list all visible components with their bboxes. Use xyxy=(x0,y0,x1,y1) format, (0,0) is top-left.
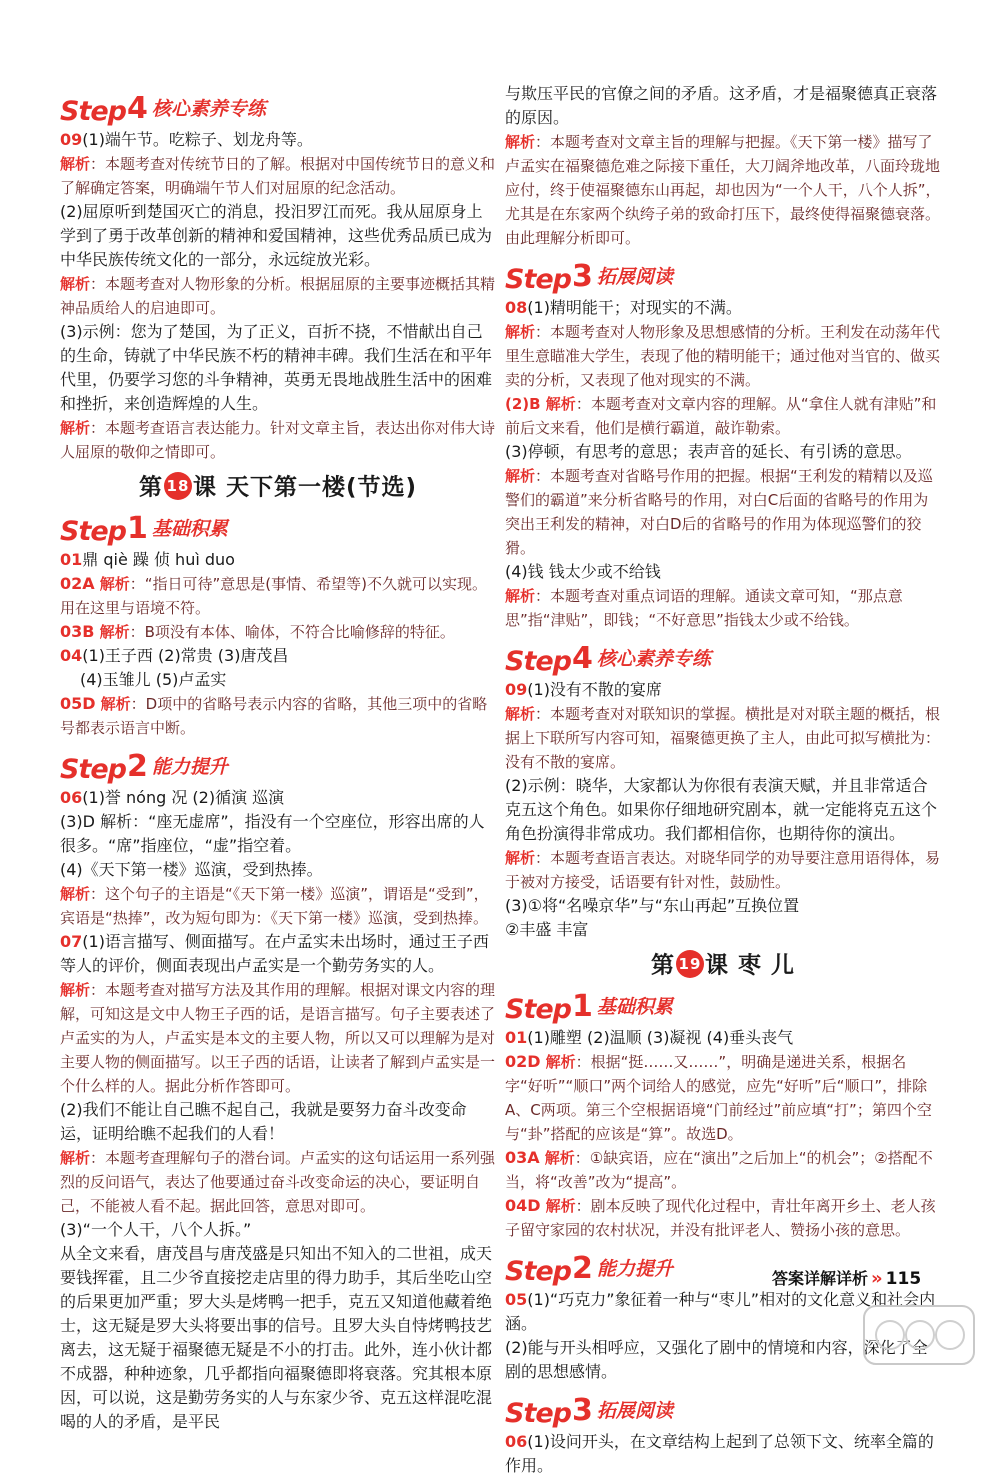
question-number: 09 xyxy=(505,680,528,699)
question-item xyxy=(60,930,496,978)
explanation-tag: 解析 xyxy=(505,467,536,485)
lesson-prefix: 第 xyxy=(650,952,675,979)
explanation-block xyxy=(60,882,496,930)
step-header xyxy=(505,986,941,1025)
question-item xyxy=(505,678,941,702)
question-item xyxy=(505,296,941,320)
question-number: 04 xyxy=(505,1196,528,1215)
explanation-tag: 解析 xyxy=(505,849,536,867)
answer-paragraph: (2)屈原听到楚国灭亡的消息，投汨罗江而死。我从屈原身上学到了勇于改革创新的精神和爱国精神，这些优秀品质已成为中华民族传统文化的一部分，永远绽放光彩。 xyxy=(60,202,493,269)
step-title: 基础积累 xyxy=(596,996,673,1018)
answer-letter: D xyxy=(82,694,96,713)
explanation-text: ：①缺宾语，应在“演出”之后加上“的机会”；②搭配不当，将“改善”改为“提高”。 xyxy=(505,1149,933,1191)
explanation-text: ：本题考查对重点词语的理解。通读文章可知，“那点意思”指“津贴”，即钱；“不好意思”指钱太少或不给钱。 xyxy=(505,587,903,629)
explanation-block xyxy=(505,130,941,250)
step-title: 核心素养专练 xyxy=(151,98,266,120)
question-number: 03 xyxy=(60,622,83,641)
step-title: 拓展阅读 xyxy=(596,1400,673,1422)
question-item xyxy=(505,1194,941,1242)
answer-text: (1)精明能干；对现实的不满。 xyxy=(527,298,742,317)
step-number: 4 xyxy=(127,91,148,126)
answer-text: (1)雕塑 (2)温顺 (3)凝视 (4)垂头丧气 xyxy=(527,1028,794,1047)
double-chevron-icon: » xyxy=(871,1268,883,1289)
step-number: 3 xyxy=(572,1393,593,1428)
step-title: 基础积累 xyxy=(151,518,228,540)
explanation-tag: 解析 xyxy=(505,323,536,341)
answer-paragraph: (2)能与开头相呼应，又强化了剧中的情境和内容，深化了全剧的思想感情。 xyxy=(505,1338,928,1381)
answer-letter: D xyxy=(527,1052,541,1071)
answer-paragraph: (4)钱 钱太少或不给钱 xyxy=(505,562,661,581)
step-title: 能力提升 xyxy=(596,1258,673,1280)
explanation-tag: 解析 xyxy=(545,1053,576,1071)
step-word: Step xyxy=(505,646,571,677)
explanation-block xyxy=(505,702,941,774)
step-word: Step xyxy=(60,516,126,547)
step-number: 3 xyxy=(572,259,593,294)
step-number: 2 xyxy=(127,749,148,784)
explanation-block xyxy=(60,1146,496,1218)
question-item xyxy=(505,1050,941,1146)
answer-paragraph: 与欺压平民的官僚之间的矛盾。这矛盾，才是福聚德真正衰落的原因。 xyxy=(505,84,938,127)
step-header xyxy=(60,746,496,785)
explanation-tag: (2)B 解析 xyxy=(505,395,576,413)
lesson-prefix: 第 xyxy=(138,474,163,501)
question-number: 06 xyxy=(505,1432,528,1451)
question-item xyxy=(60,644,496,668)
answer-line: (4)玉雏儿 (5)卢孟实 xyxy=(80,670,227,689)
lesson-title xyxy=(505,952,941,980)
answer-paragraph: (3)停顿，有思考的意思；表声音的延长、有引诱的意思。 xyxy=(505,442,912,461)
answer-text: (1)“巧克力”象征着一种与“枣儿”相对的文化意义和社会内涵。 xyxy=(505,1290,936,1333)
answer-paragraph: (3)示例：您为了楚国，为了正义，百折不挠，不惜献出自己的生命，铸就了中华民族不朽的精神丰碑。我们生活在和平年代里，仍要学习您的斗争精神，英勇无畏地战胜生活中的困难和挫折，来创造辉煌的人生。 xyxy=(60,322,493,413)
explanation-text: ：这个句子的主语是“《天下第一楼》巡演”，谓语是“受到”，宾语是“热捧”，改为短句即为：《天下第一楼》巡演，受到热捧。 xyxy=(60,885,489,927)
question-number: 09 xyxy=(60,130,83,149)
explanation-text: ：本题考查对对联知识的掌握。横批是对对联主题的概括，根据上下联所写内容可知，福聚德更换了主人，由此可拟写横批为：没有不散的宴席。 xyxy=(505,705,941,771)
step-title: 拓展阅读 xyxy=(596,266,673,288)
answer-paragraph: (3)“一个人干，八个人拆。” xyxy=(60,1220,252,1239)
explanation-tag: 解析 xyxy=(505,705,536,723)
explanation xyxy=(505,1053,932,1143)
explanation-text: ：本题考查对人物形象及思想感情的分析。王利发在动荡年代里生意瞄准大学生，表现了他的精明能干；通过他对当官的、做买卖的分析，又表现了他对现实的不满。 xyxy=(505,323,941,389)
answer-paragraph: ②丰盛 丰富 xyxy=(505,920,589,939)
step-title: 能力提升 xyxy=(151,756,228,778)
explanation-tag: 解析 xyxy=(60,981,91,999)
explanation-text: ：本题考查对文章内容的理解。从“拿住人就有津贴”和前后文来看，他们是横行霸道，敲诈勒索。 xyxy=(505,395,937,437)
question-number: 02 xyxy=(60,574,83,593)
question-item xyxy=(60,128,496,152)
answer-paragraph: (2)示例：晓华，大家都认为你很有表演天赋，并且非常适合克五这个角色。如果你仔细地研究剧本，就一定能将克五这个角色扮演得非常成功。我们都相信你，也期待你的演出。 xyxy=(505,776,938,843)
question-number: 04 xyxy=(60,646,83,665)
explanation-block xyxy=(505,464,941,560)
step-word: Step xyxy=(505,1398,571,1429)
answer-text: (1)设问开头，在文章结构上起到了总领下文、统率全篇的作用。 xyxy=(505,1432,934,1475)
explanation-block xyxy=(505,846,941,894)
question-number: 02 xyxy=(505,1052,528,1071)
explanation-tag: 解析 xyxy=(60,155,91,173)
question-number: 01 xyxy=(505,1028,528,1047)
footer-label: 答案详解详析 xyxy=(772,1269,869,1288)
step-number: 2 xyxy=(572,1251,593,1286)
explanation-block xyxy=(60,272,496,320)
answer-paragraph: (4)《天下第一楼》巡演，受到热捧。 xyxy=(60,860,323,879)
answer-text: 鼎 qiè 躁 侦 huì duo xyxy=(82,550,235,569)
left-column xyxy=(60,82,496,1434)
step-word: Step xyxy=(60,754,126,785)
explanation-tag: 解析 xyxy=(60,419,91,437)
explanation-tag: 解析 xyxy=(60,1149,91,1167)
lesson-name: 课 枣 儿 xyxy=(704,952,795,979)
question-number: 03 xyxy=(505,1148,528,1167)
answer-paragraph: 从全文来看，唐茂昌与唐茂盛是只知出不知入的二世祖，成天要钱挥霍，且二少爷直接挖走店里的得力助手，其后坐吃山空的后果更加严重；罗大头是烤鸭一把手，克五又知道他藏着绝士，这无疑是罗大头将要出事的信号。且罗大头自恃烤鸭技艺离去，这无疑于福聚德无疑是不小的打击。此外，连小伙计都不成器，种种迹象，几乎都指向福聚德即将衰落。究其根本原因，可以说，这是勤劳务实的人与东家少爷、克五这样混吃混喝的人的矛盾，是平民 xyxy=(60,1244,493,1431)
step-header xyxy=(60,508,496,547)
explanation-text: ：根据“挺……又……”，明确是递进关系，根据名字“好听”“顺口”两个词给人的感觉，应先“好听”后“顺口”，排除A、C两项。第三个空根据语境“门前经过”前应填“打”；第四个空与“卦”搭配的应该是“算”。故选D。 xyxy=(505,1053,932,1143)
answer-letter: A xyxy=(82,574,95,593)
page-number: 115 xyxy=(885,1269,922,1289)
explanation-tag: 解析 xyxy=(545,1197,576,1215)
answer-paragraph: (3)①将“名噪京华”与“东山再起”互换位置 xyxy=(505,896,800,915)
answer-text: (1)语言描写、侧面描写。在卢孟实未出场时，通过王子西等人的评价，侧面表现出卢孟实是一个勤劳务实的人。 xyxy=(60,932,489,975)
explanation-tag: 解析 xyxy=(60,885,91,903)
question-item xyxy=(505,1026,941,1050)
page-footer xyxy=(772,1267,921,1291)
lesson-title xyxy=(60,474,496,502)
explanation-block xyxy=(60,152,496,200)
step-header xyxy=(60,88,496,127)
question-number: 07 xyxy=(60,932,83,951)
explanation xyxy=(100,623,455,641)
answer-letter: B xyxy=(82,622,95,641)
explanation-text: ：“指日可待”意思是(事情、希望等)不久就可以实现。用在这里与语境不符。 xyxy=(60,575,488,617)
step-number: 1 xyxy=(572,989,593,1024)
step-header xyxy=(505,256,941,295)
explanation-block xyxy=(60,978,496,1098)
answer-letter: A xyxy=(527,1148,540,1167)
question-item xyxy=(60,572,496,620)
watermark-logo xyxy=(860,1300,978,1370)
explanation-tag: 解析 xyxy=(100,695,131,713)
explanation-tag: 解析 xyxy=(99,623,130,641)
explanation xyxy=(505,1149,933,1191)
explanation-block xyxy=(505,320,941,392)
explanation-block xyxy=(60,416,496,464)
explanation xyxy=(60,695,487,737)
question-item xyxy=(60,620,496,644)
step-word: Step xyxy=(505,264,571,295)
question-item xyxy=(505,1146,941,1194)
step-title: 核心素养专练 xyxy=(596,648,711,670)
explanation-tag: 解析 xyxy=(505,587,536,605)
question-number: 01 xyxy=(60,550,83,569)
explanation-text: ：本题考查对文章主旨的理解与把握。《天下第一楼》描写了卢孟实在福聚德危难之际接下重任，大刀阔斧地改革，八面玲珑地应付，终于使福聚德东山再起，却也因为“一个人干，八个人拆”，尤其是在东家两个纨绔子弟的致命打压下，最终使得福聚德衰落。由此理解分析即可。 xyxy=(505,133,941,247)
explanation-text: ：D项中的省略号表示内容的省略，其他三项中的省略号都表示语言中断。 xyxy=(60,695,488,737)
explanation-text: ：本题考查语言表达能力。针对文章主旨，表达出你对伟大诗人屈原的敬仰之情即可。 xyxy=(60,419,496,461)
lesson-number: 18 xyxy=(164,472,192,500)
answer-text: (1)王子西 (2)常贵 (3)唐茂昌 xyxy=(82,646,289,665)
explanation-tag: 解析 xyxy=(99,575,130,593)
step-word: Step xyxy=(505,1256,571,1287)
answer-paragraph: (2)我们不能让自己瞧不起自己，我就是要努力奋斗改变命运，证明给瞧不起我们的人看！ xyxy=(60,1100,467,1143)
step-header xyxy=(505,1390,941,1429)
step-number: 1 xyxy=(127,511,148,546)
explanation-text: ：本题考查对传统节日的了解。根据对中国传统节日的意义和了解确定答案，明确端午节人们对屈原的纪念活动。 xyxy=(60,155,496,197)
question-number: 06 xyxy=(60,788,83,807)
explanation-text: ：本题考查语言表达。对晓华同学的劝导要注意用语得体，易于被对方接受，话语要有针对性，鼓励性。 xyxy=(505,849,941,891)
explanation-text: ：本题考查对省略号作用的把握。根据“王利发的精精以及巡警们的霸道”来分析省略号的作用，对白C后面的省略号的作用为突出王利发的精神，对白D后的省略号的作用为体现巡警们的狡猾。 xyxy=(505,467,933,557)
answer-text: (1)没有不散的宴席 xyxy=(527,680,662,699)
explanation-text: ：本题考查理解句子的潜台词。卢孟实的这句话运用一系列强烈的反问语气，表达了他要通过奋斗改变命运的决心，要证明自己，不能被人看不起。据此回答，意思对即可。 xyxy=(60,1149,496,1215)
step-word: Step xyxy=(60,96,126,127)
question-number: 05 xyxy=(60,694,83,713)
question-item xyxy=(505,1430,941,1478)
answer-paragraph: (3)D 解析：“座无虚席”，指没有一个空座位，形容出席的人很多。“席”指座位，“虚”指空着。 xyxy=(60,812,485,855)
answer-text: (1)端午节。吃粽子、划龙舟等。 xyxy=(82,130,313,149)
explanation-tag: 解析 xyxy=(60,275,91,293)
answer-letter: D xyxy=(527,1196,541,1215)
question-number: 05 xyxy=(505,1290,528,1309)
question-item xyxy=(60,786,496,810)
explanation-tag: 解析 xyxy=(505,133,536,151)
explanation xyxy=(505,1197,936,1239)
explanation-block xyxy=(505,392,941,440)
explanation-block xyxy=(505,584,941,632)
step-header xyxy=(505,638,941,677)
explanation-text: ：本题考查对人物形象的分析。根据屈原的主要事迹概括其精神品质给人的启迪即可。 xyxy=(60,275,496,317)
step-word: Step xyxy=(505,994,571,1025)
step-number: 4 xyxy=(572,641,593,676)
lesson-number: 19 xyxy=(676,950,704,978)
question-number: 08 xyxy=(505,298,528,317)
explanation-text: ：B项没有本体、喻体，不符合比喻修辞的特征。 xyxy=(129,623,455,641)
question-item xyxy=(60,548,496,572)
explanation-tag: 解析 xyxy=(544,1149,575,1167)
explanation-text: ：本题考查对描写方法及其作用的理解。根据对课文内容的理解，可知这是文中人物王子西的话，是语言描写。句子主要表述了卢孟实的为人，卢孟实是本文的主要人物，所以又可以理解为是对主要人物的侧面描写。以王子西的话语，让读者了解到卢孟实是一个什么样的人。据此分析作答即可。 xyxy=(60,981,496,1095)
explanation xyxy=(60,575,487,617)
answer-text: (1)誉 nóng 况 (2)循演 巡演 xyxy=(82,788,285,807)
explanation-text: ：剧本反映了现代化过程中，青壮年离开乡土、老人孩子留守家园的农村状况，并没有批评老人、赞扬小孩的意思。 xyxy=(505,1197,936,1239)
lesson-name: 课 天下第一楼(节选) xyxy=(192,474,418,501)
question-item xyxy=(60,692,496,740)
